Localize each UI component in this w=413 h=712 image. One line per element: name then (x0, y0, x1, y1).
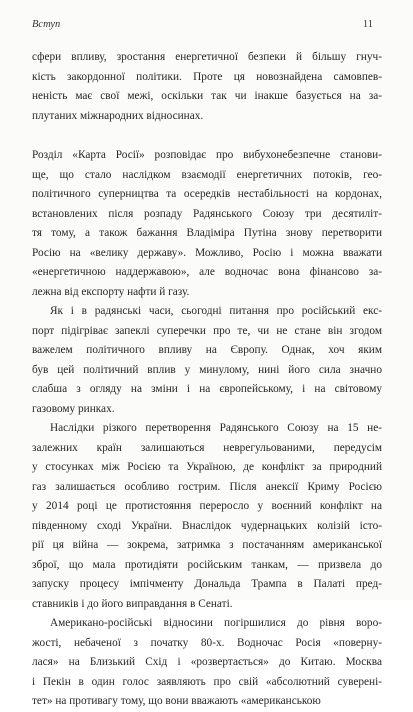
paragraph (32, 146, 382, 302)
paragraph (32, 48, 382, 126)
text-line: запуску процесу імпічменту Дональда Трампа в Палаті пред- (32, 578, 382, 590)
paragraph (32, 614, 382, 712)
text-line: лася» на Близький Схід і «розвертається» до Китаю. Москва (32, 656, 382, 668)
text-line: у 2014 році це протистояння переросло у воєнний конфлікт на (32, 500, 382, 512)
text-line: ставників і до його виправдання в Сенаті. (32, 597, 233, 610)
text-line: рії ця війна — зокрема, затримка з постачанням американської (32, 539, 382, 551)
text-line: кість закордонної політики. Проте ця новознайдена самовпев- (32, 70, 382, 83)
text-line: встановлених після розпаду Радянського Союзу три десятиліт- (32, 207, 382, 220)
body-text (32, 48, 382, 712)
text-line: політичного суперництва та осередків нестабільності на кордонах, (32, 188, 382, 200)
text-line: неність має свої межі, оскільки так чи інакше базується на за- (32, 90, 382, 102)
text-line: у стосунках між Росією та Україною, де конфлікт за природний (32, 461, 382, 473)
paragraph (32, 419, 382, 614)
text-line: був цей політичний вплив у минулому, нині його сила значно (32, 363, 382, 376)
text-line: Американо-російські відносини погіршилися до рівня воро- (50, 617, 382, 629)
text-line: зброї, що мала протидіяти російським танкам, — призвела до (32, 558, 382, 571)
text-line: залежних країн залишаються неврегульованими, передусім (32, 441, 382, 454)
text-line: важелем політичного впливу на Європу. Однак, хоч яким (32, 344, 382, 356)
text-line: тя тому, а також бажання Владіміра Путіна знову перетворити (32, 227, 382, 239)
text-line: порт підігріває запеклі суперечки про те, чи не стане він згодом (32, 324, 382, 337)
text-line: південному сході України. Внаслідок чудернацьких колізій істо- (32, 519, 382, 532)
text-line: тет» на противагу тому, що вони вважають «американською (32, 695, 321, 707)
page-number: 11 (362, 19, 373, 30)
text-line: Наслідки різкого перетворення Радянського Союзу на 15 не- (50, 422, 382, 434)
text-line: плутаних міжнародних відносинах. (32, 109, 204, 122)
text-line: лежна від експорту нафти й газу. (32, 285, 190, 298)
text-line: ще, що стало наслідком взаємодії енергетичних потоків, гео- (32, 168, 382, 181)
text-line: газовому ринках. (32, 402, 115, 415)
text-line: сфери впливу, зростання енергетичної безпеки й більшу гнуч- (32, 51, 382, 63)
text-line: і Пекін в один голос заявляють про свій «абсолютний суверені- (32, 675, 382, 688)
paragraph (32, 302, 382, 419)
text-line: «енергетичною наддержавою», але водночас вона фінансово за- (32, 266, 382, 278)
text-line: Як і в радянські часи, сьогодні питання про російський екс- (50, 305, 382, 317)
text-line: слабша з огляду на зміни і на європейському, і на світовому (32, 383, 382, 395)
text-line: Росію на «велику державу». Можливо, Росію і можна вважати (32, 246, 382, 259)
text-line: Розділ «Карта Росії» розповідає про вибухонебезпечне станови- (32, 149, 382, 161)
running-head: Вступ (32, 19, 61, 30)
text-line: жості, небаченої з початку 80-х. Водночас Росія «поверну- (32, 636, 382, 649)
text-line: газ залишається особливо гострим. Після анексії Криму Росією (32, 480, 382, 493)
